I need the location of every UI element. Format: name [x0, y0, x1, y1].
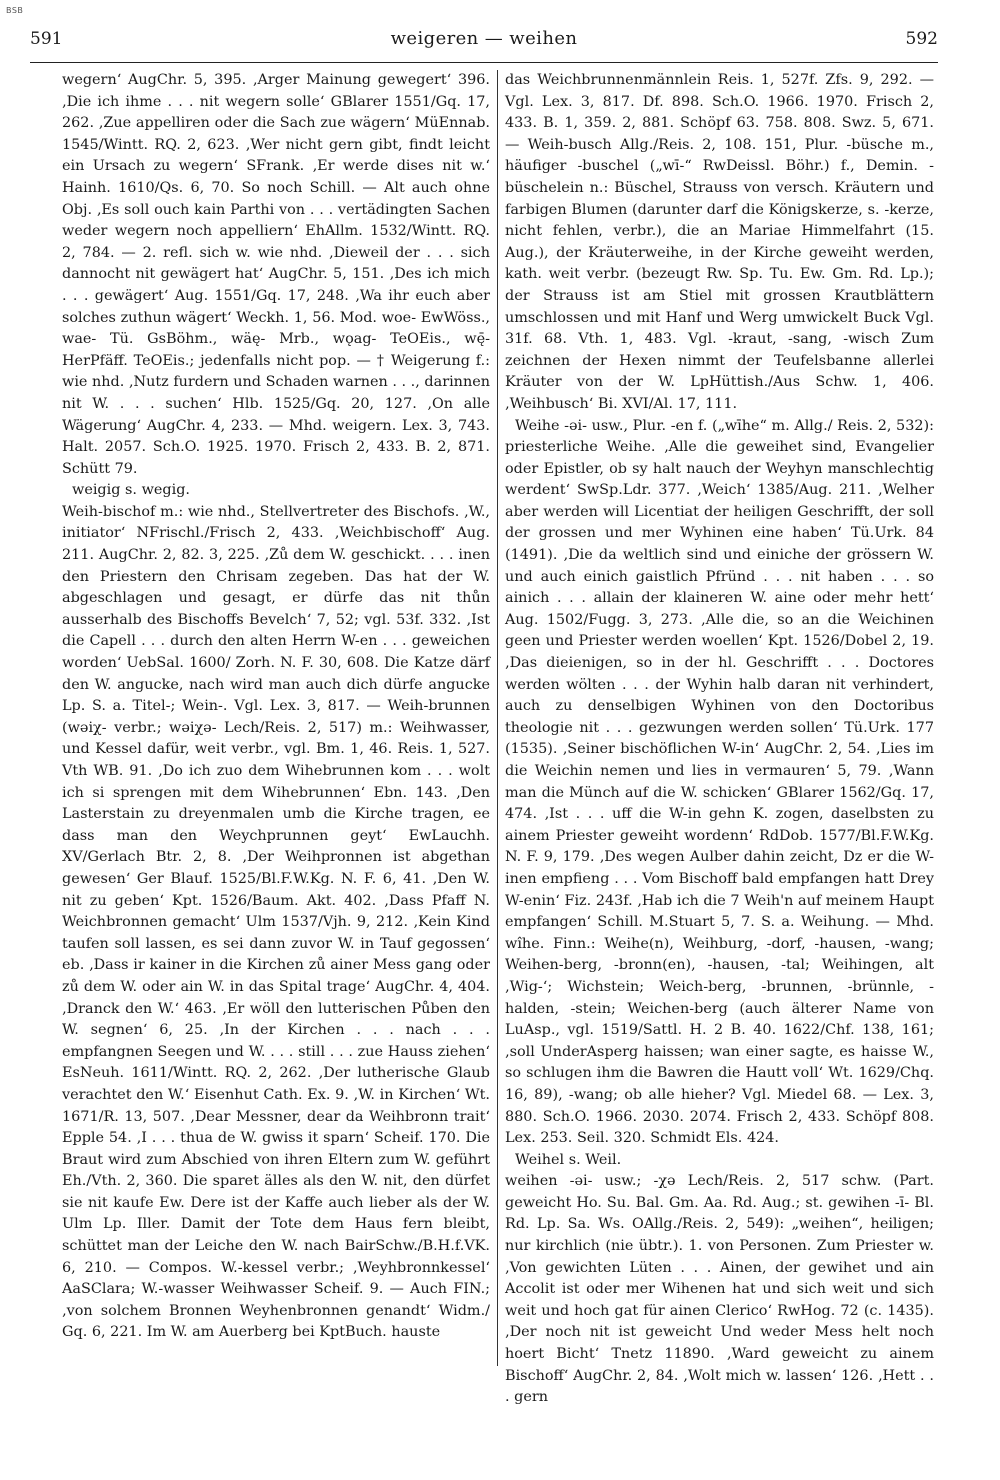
entry-weihel: Weihel s. Weil. [515, 1151, 622, 1168]
page-header [30, 28, 938, 63]
entry-weihbischof: Weih-bischof m.: wie nhd., Stellvertreter des Bischofs. ‚W., initiator‘ NFrischl./Frisch 2, 433. ‚Weichbischoff‘ Aug. 211. AugChr. 2, 82. 3, 225. ‚Zů dem W. geschickt. . . . inen den Priestern den Chrisam zegeben. Das hat der W. abgeschlagen und gesagt, er dürfe das nit thůn ausserhalb des Bischoffs Bevelch‘ 7, 52; vgl. 53f. 332. ‚Ist die Capell . . . durch den alten Herrn W-en . . . geweichen worden‘ UebSal. 1600/ Zorh. N. F. 30, 608. Die Katze därf den W. angucke, nach wird man auch dich dürfe angucke Lp. S. a. Titel-; Wein-. Vgl. Lex. 3, 817. — Weih-brunnen (wəiχ- verbr.; wəiχə- Lech/Reis. 2, 517) m.: Weihwasser, und Kessel dafür, weit verbr., vgl. Bm. 1, 46. Reis. 1, 527. Vth WB. 91. ‚Do ich zuo dem Wihebrunnen kom . . . wolt ich si sprengen mit dem Wihebrunnen‘ Ebn. 143. ‚Den Lasterstain zu dreyenmalen umb die Kirche tragen, ee dass man den Weychprunnen geyt‘ EwLauchh. XV/Gerlach Btr. 2, 8. ‚Der Weihpronnen ist abgethan gewesen‘ Ger Blauf. 1525/Bl.F.W.Kg. N. F. 6, 41. ‚Den W. nit zu geben‘ Kpt. 1526/Baum. Akt. 402. ‚Dass Pfaff N. Weichbronnen gemacht‘ Ulm 1537/Vjh. 9, 212. ‚Kein Kind taufen soll lassen, es sei dann zuvor W. in Tauf gegossen‘ eb. ‚Dass ir kainer in die Kirchen zů ainer Mess gang oder zů dem W. oder ain W. in das Spital trage‘ AugChr. 4, 404. ‚Dranck den W.‘ 463. ‚Er wöll den lutterischen Půben den W. segnen‘ 6, 25. ‚In der Kirchen . . . nach . . . empfangnen Seegen und W. . . . still . . . zue Hauss ziehen‘ EsNeuh. 1611/Wintt. RQ. 2, 262. ‚Der lutherische Glaub verachtet den W.‘ Eisenhut Cath. Ex. 9. ‚W. in Kirchen‘ Wt. 1671/R. 13, 507. ‚Dear Messner, dear da Weihbronn trait‘ Epple 54. ‚I . . . thua de W. gwiss it sparn‘ Scheif. 170. Die Braut wird zum Abschied von ihren Eltern zum W. geführt Eh./Vth. 2, 360. Die sparet älles als den W. nit, den dürfet sie nit kaufe Ew. Dere ist der Kaffe auch lieber als der W. Ulm Lp. Iller. Damit der Tote dem Haus fern bleibt, schüttet man der Leiche den W. nach BairSchw./B.H.f.VK. 6, 210. — Compos. W.-kessel verbr.; ‚Weyhbronnkessel‘ AaSClara; W.-wasser Weihwasser Scheif. 9. — Auch FIN.; ‚von solchem Bronnen Weyhenbronnen genandt‘ Widm./ Gq. 6, 221. Im W. am Auerberg bei KptBuch. hauste [62, 503, 490, 1341]
page-number-left: 591 [30, 29, 63, 49]
left-column [62, 70, 498, 1366]
entry-weigern-continued: wegern‘ AugChr. 5, 395. ‚Arger Mainung gewegert‘ 396. ‚Die ich ihme . . . nit wegern solle‘ GBlarer 1551/Gq. 17, 262. ‚Zue appelliren oder die Sach zue wägern‘ MüEnnab. 1545/Wintt. RQ. 2, 623. ‚Wer nicht gern gibt, findt leicht ein Ursach zu wegern‘ SFrank. ‚Er werde dises nit w.‘ Hainh. 1610/Qs. 6, 70. So noch Schill. — Alt auch ohne Obj. ‚Es soll ouch kain Parthi von . . . vertädingten Sachen weder wegern noch appelliern‘ EhAllm. 1532/Wintt. RQ. 2, 784. — 2. refl. sich w. wie nhd. ‚Dieweil der . . . sich dannocht nit gewägert hat‘ AugChr. 5, 151. ‚Des ich mich . . . gewägert‘ Aug. 1551/Gq. 17, 248. ‚Wa ihr euch aber solches zuthun wägert‘ Weckh. 1, 56. Mod. woe- EwWöss., wae- Tü. GsBöhm., wäę- Mrb., wǫag- TeOEis., wę̄- HerPfäff. TeOEis.; jedenfalls nicht pop. — † Weigerung f.: wie nhd. ‚Nutz furdern und Schaden warnen . . ., darinnen nit W. . . . suchen‘ Hlb. 1525/Gq. 20, 127. ‚On alle Wägerung‘ AugChr. 4, 233. — Mhd. weigern. Lex. 3, 743. Halt. 2057. Sch.O. 1925. 1970. Frisch 2, 433. B. 2, 871. Schütt 79. [62, 72, 490, 477]
entry-weihen: weihen -əi- usw.; -χə Lech/Reis. 2, 517 schw. (Part. geweicht Ho. Su. Bal. Gm. Aa. Rd. Aug.; st. gewihen -ī- Bl. Rd. Lp. Sa. Ws. OAllg./Reis. 2, 549): „weihen“, heiligen; nur kirchlich (nie übtr.). 1. von Personen. Zum Priester w. ‚Von gewichten Lüten . . . Ainen, der gewihet und ain Accolit ist oder mer Wihenen hat und sich weit und sich weit und hoch gat für ainen Clerico‘ RwHog. 72 (c. 1435). ‚Der noch nit ist geweicht Und weder Mess helt noch hoert Bicht‘ Tnetz 11890. ‚Ward geweicht zu ainem Bischoff‘ AugChr. 2, 84. ‚Wolt mich w. lassen‘ 126. ‚Hett . . . gern [505, 1173, 934, 1406]
library-stamp: BSB [6, 6, 24, 15]
page-number-right: 592 [905, 29, 938, 49]
entry-weigig: weigig s. wegig. [72, 482, 191, 499]
running-head: weigeren — weihen [390, 28, 578, 49]
entry-weihbrunnen-continued: das Weichbrunnenmännlein Reis. 1, 527f. Zfs. 9, 292. — Vgl. Lex. 3, 817. Df. 898. Sch.O. 1966. 1970. Frisch 2, 433. B. 1, 359. 2, 881. Schöpf 63. 758. 808. Swz. 5, 671. — Weih-busch Allg./Reis. 2, 108. 151, Plur. -büsche m., häufiger -buschel („wī-“ RwDeissl. Böhr.) f., Demin. -büschelein n.: Büschel, Strauss von versch. Kräutern und farbigen Blumen (darunter darf die Königskerze, s. -kerze, nicht fehlen, verbr.), die an Mariae Himmelfahrt (15. Aug.), der Kräuterweihe, in der Kirche geweiht werden, kath. weit verbr. (bezeugt Rw. Sp. Tu. Ew. Gm. Rd. Lp.); der Strauss ist am Stiel mit grossen Krautblättern umschlossen und mit Hanf und Werg umwickelt Buck Vgl. 31f. 68. Vth. 1, 483. Vgl. -kraut, -sang, -wisch Zum zeichnen der Hexen nimmt der Teufelsbanne allerlei Kräuter von der W. LpHüttish./Aus Schw. 1, 406. ‚Weihbusch‘ Bi. XVI/Al. 17, 111. [505, 72, 934, 412]
dictionary-columns [62, 70, 934, 1406]
entry-weihe: Weihe -əi- usw., Plur. -en f. („wīhe“ m. Allg./ Reis. 2, 532): priesterliche Weihe. ‚Alle die geweihet sind, Evangelier oder Epistler, ob sy halt nauch der Weyhyn manschlechtig werdent‘ SwSp.Ldr. 377. ‚Weich‘ 1385/Aug. 211. ‚Welher aber werden will Licentiat der heiligen Geschrifft, der soll der grossen und mer Wyhinen eine haben‘ Tü.Urk. 84 (1491). ‚Die da weltlich sind und einiche der grössern W. und auch einich gaistlich Pfründ . . . nit haben . . . so ainich . . . allain der klaineren W. aine oder mehr hett‘ Aug. 1502/Fugg. 3, 273. ‚Alle die, so an die Weichinen geen und Priester werden woellen‘ Kpt. 1526/Dobel 2, 19. ‚Das dieienigen, so in der hl. Geschrifft . . . Doctores werden wölten . . . der Wyhin halb daran nit verhindert, auch zu denselbigen Wyhinen von den Doctoribus theologie nit . . . gezwungen werden sollen‘ Tü.Urk. 177 (1535). ‚Seiner bischöflichen W-in‘ AugChr. 2, 54. ‚Lies im die Weichin nemen und lies in vermauren‘ 5, 79. ‚Wann man die Münch auf die W. schicken‘ GBlarer 1562/Gq. 17, 474. ‚Ist . . . uff die W-in gehn K. zogen, daselbsten zu ainem Priester geweiht wordenn‘ RdDob. 1577/Bl.F.W.Kg. N. F. 9, 179. ‚Des wegen Aulber dahin zeicht, Dz er die W-inen empfieng . . . Vom Bischoff bald empfangen hatt Drey W-enin‘ Fiz. 243f. ‚Hab ich die 7 Weih'n auf meinem Haupt empfangen‘ Schill. M.Stuart 5, 7. S. a. Weihung. — Mhd. wîhe. Finn.: Weihe(n), Weihburg, -dorf, -hausen, -wang; Weihen-berg, -bronn(en), -hausen, -tal; Weihingen, alt ‚Wig-‘; Wichstein; Weich-berg, -brunnen, -brünnle, -halden, -stein; Weichen-berg (auch älterer Name von LuAsp., vgl. 1519/Sattl. H. 2 B. 40. 1622/Chf. 138, 161; ‚soll UnderAsperg haissen; wan einer sagte, es haisse W., so schlugen ihm die Bawren die Hautt voll‘ Wt. 1629/Chq. 16, 89), -wang; ob alle hieher? Vgl. Miedel 68. — Lex. 3, 880. Sch.O. 1966. 2030. 2074. Frisch 2, 433. Schöpf 808. Lex. 253. Seil. 320. Schmidt Els. 424. [505, 417, 934, 1147]
right-column [498, 70, 934, 1406]
